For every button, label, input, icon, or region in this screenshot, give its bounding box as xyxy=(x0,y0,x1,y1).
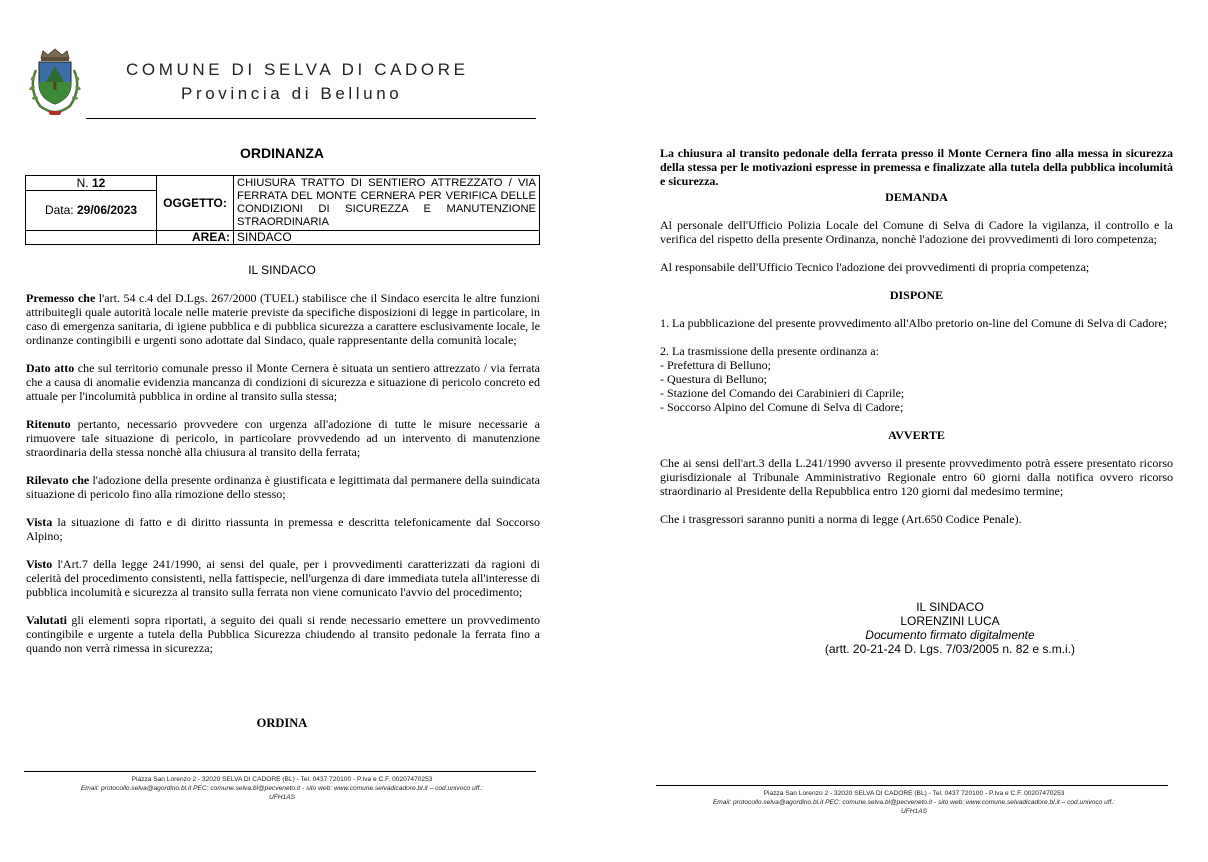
date-cell xyxy=(26,191,157,231)
empty-cell xyxy=(26,231,157,245)
demanda-paragraph: Al personale dell'Ufficio Polizia Locale del Comune di Selva di Cadore la vigilanza, il controllo e la verifica del rispetto della presente Ordinanza, nonchè l'adozione dei provvedimenti di loro competenza; xyxy=(660,218,1173,246)
demanda-heading: DEMANDA xyxy=(885,190,948,204)
dispone-item-2 xyxy=(660,344,1173,414)
page-two-body xyxy=(660,146,1173,540)
signature-reference: (artt. 20-21-24 D. Lgs. 7/03/2005 n. 82 e s.m.i.) xyxy=(824,642,1076,656)
footer-contacts: Email: protocollo.selva@agordino.bl.it PEC: comune.selva.bl@pecveneto.it - sito web: www.comune.selvadicadore.bl.it – cod.univoco uff.: xyxy=(712,799,1116,806)
date-label: Data: xyxy=(44,203,74,217)
premise-paragraph: Valutati gli elementi sopra riportati, a seguito dei quali si rende necessario emettere un provvedimento contingibile e urgente a tutela della Pubblica Sicurezza chiudendo al transito pedonale la ferrata fino a quando non verrà rimessa in sicurezza; xyxy=(26,613,540,655)
ordinance-number-cell xyxy=(26,176,157,191)
ordinance-meta-table xyxy=(25,175,540,245)
signature-block xyxy=(800,600,1100,656)
avverte-heading: AVVERTE xyxy=(888,428,945,442)
signature-role: IL SINDACO xyxy=(916,600,984,614)
comune-name: COMUNE DI SELVA DI CADORE xyxy=(126,60,469,79)
demanda-paragraph: Al responsabile dell'Ufficio Tecnico l'adozione dei provvedimenti di propria competenza; xyxy=(660,260,1090,274)
il-sindaco-heading: IL SINDACO xyxy=(248,263,316,277)
recipient-item: - Questura di Belluno; xyxy=(660,372,767,386)
premise-paragraph: Ritenuto pertanto, necessario provvedere con urgenza all'adozione di tutte le misure necessarie a rimuovere tale situazione di pericolo, in particolare provvedendo ad un intervento di manutenzione straordinaria della stessa nonchè alla chiusura al transito della ferrata; xyxy=(26,417,540,459)
coat-of-arms-logo xyxy=(24,48,86,118)
footer-contacts: Email: protocollo.selva@agordino.bl.it PEC: comune.selva.bl@pecveneto.it - sito web: www.comune.selvadicadore.bl.it – cod.univoco uff.: xyxy=(80,785,484,792)
avverte-paragraph: Che ai sensi dell'art.3 della L.241/1990 avverso il presente provvedimento potrà essere presentato ricorso giurisdizionale al Tribunale Amministrativo Regionale entro 60 giorni dalla notifica ovvero ricorso straordinario al Presidente della Repubblica entro 120 giorni dal medesimo termine; xyxy=(660,456,1173,498)
page-one xyxy=(0,0,560,862)
provincia-name: Provincia di Belluno xyxy=(181,84,403,103)
number-value: 12 xyxy=(91,175,106,190)
premise-paragraph: Rilevato che l'adozione della presente ordinanza è giustificata e legittimata dal permanere della suindicata situazione di pericolo fino alla rimozione dello stesso; xyxy=(26,473,540,501)
recipient-item: - Soccorso Alpino del Comune di Selva di Cadore; xyxy=(660,400,904,414)
area-value: SINDACO xyxy=(234,231,540,245)
signature-name: LORENZINI LUCA xyxy=(900,614,1000,628)
footer-address: Piazza San Lorenzo 2 - 32020 SELVA DI CADORE (BL) - Tel. 0437 720100 - P.Iva e C.F. 00207470253 xyxy=(763,790,1065,797)
ordina-heading: ORDINA xyxy=(256,716,308,730)
premise-paragraph: Vista la situazione di fatto e di diritto riassunta in premessa e descritta telefonicamente dal Soccorso Alpino; xyxy=(26,515,540,543)
premises-section xyxy=(26,291,540,669)
oggetto-text: CHIUSURA TRATTO DI SENTIERO ATTREZZATO / VIA FERRATA DEL MONTE CERNERA PER VERIFICA DELLE CONDIZIONI DI SICUREZZA E MANUTENZIONE STRAORDINARIA xyxy=(234,176,540,231)
date-value: 29/06/2023 xyxy=(76,203,138,217)
number-label: N. xyxy=(76,175,89,190)
page-footer xyxy=(24,775,540,802)
premise-paragraph: Dato atto che sul territorio comunale presso il Monte Cernera è situata un sentiero attrezzato / via ferrata che a causa di anomalie evidenzia mancanza di condizioni di sicurezza e situazione di pericolo concreto ed attuale per l'incolumità pubblica in ordine al transito sulla stessa; xyxy=(26,361,540,403)
oggetto-label: OGGETTO: xyxy=(157,176,234,231)
premise-paragraph: Premesso che l'art. 54 c.4 del D.Lgs. 267/2000 (TUEL) stabilisce che il Sindaco esercita le altre funzioni attribuitegli quale autorità locale nelle materie previste da specifiche disposizioni di legge in particolare, in caso di emergenza sanitaria, di igiene pubblica e di pubblica sicurezza a carattere esclusivamente locale, le ordinanze contingibili e urgenti sono adottate dal Sindaco, quale rappresentante della comunità locale; xyxy=(26,291,540,347)
area-label: AREA: xyxy=(157,231,234,245)
footer-code: UFH1AS xyxy=(900,808,927,815)
signature-note: Documento firmato digitalmente xyxy=(865,628,1035,642)
recipient-item: - Stazione del Comando dei Carabinieri di Caprile; xyxy=(660,386,905,400)
document-title: ORDINANZA xyxy=(240,145,324,161)
premise-paragraph: Visto l'Art.7 della legge 241/1990, ai sensi del quale, per i provvedimenti caratterizzati da ragioni di celerità del procedimento consistenti, nella fattispecie, nell'urgenza di dare immediata tutela all'interesse di pubblica incolumità e sicurezza al transito sulla ferrata non viene comunicato l'avvio del procedimento; xyxy=(26,557,540,599)
header-divider xyxy=(86,118,536,119)
recipient-item: - Prefettura di Belluno; xyxy=(660,358,771,372)
footer-divider xyxy=(24,771,536,772)
page-footer xyxy=(656,789,1172,816)
ordina-text: La chiusura al transito pedonale della ferrata presso il Monte Cernera fino alla messa in sicurezza della stessa per le motivazioni espresse in premessa e finalizzate alla tutela della pubblica incolumità e sicurezza. xyxy=(660,146,1173,188)
avverte-paragraph: Che i trasgressori saranno puniti a norma di legge (Art.650 Codice Penale). xyxy=(660,512,1022,526)
footer-code: UFH1AS xyxy=(268,794,295,801)
dispone-item-2-intro: 2. La trasmissione della presente ordinanza a: xyxy=(660,344,879,358)
dispone-item-1: 1. La pubblicazione del presente provvedimento all'Albo pretorio on-line del Comune di Selva di Cadore; xyxy=(660,316,1168,330)
footer-address: Piazza San Lorenzo 2 - 32020 SELVA DI CADORE (BL) - Tel. 0437 720100 - P.Iva e C.F. 00207470253 xyxy=(131,776,433,783)
dispone-heading: DISPONE xyxy=(889,288,944,302)
footer-divider xyxy=(656,785,1168,786)
